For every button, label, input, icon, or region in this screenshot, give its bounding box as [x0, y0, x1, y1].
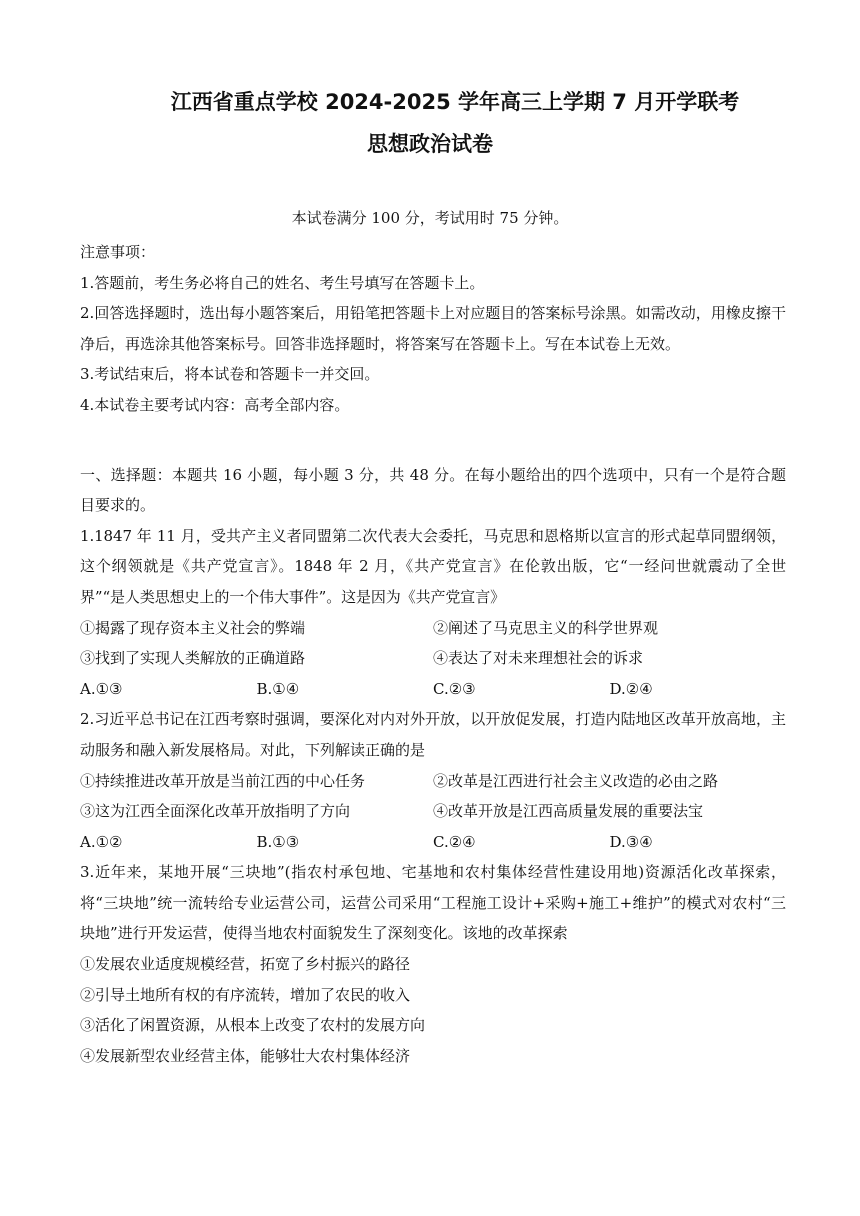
statement-row: [80, 643, 786, 674]
option: D.③④: [609, 832, 653, 851]
exam-title: 江西省重点学校 2024-2025 学年高三上学期 7 月开学联考: [170, 90, 740, 114]
statement: ①发展农业适度规模经营，拓宽了乡村振兴的路径: [80, 955, 411, 974]
option: C.②③: [433, 679, 476, 698]
statement-row: [80, 766, 786, 797]
notice-item: 2.回答选择题时，选出每小题答案后，用铅笔把答题卡上对应题目的答案标号涂黑。如需改动，用橡皮擦干净后，再选涂其他答案标号。回答非选择题时，将答案写在答题卡上。写在本试卷上无效。: [80, 304, 786, 353]
question-stem: 3.近年来，某地开展“三块地”(指农村承包地、宅基地和农村集体经营性建设用地)资源活化改革探索，将“三块地”统一流转给专业运营公司，运营公司采用“工程施工设计+采购+施工+维护”的模式对农村“三块地”进行开发运营，使得当地农村面貌发生了深刻变化。该地的改革探索: [80, 863, 786, 943]
exam-info: 本试卷满分 100 分，考试用时 75 分钟。: [291, 209, 569, 227]
question-stem: 2.习近平总书记在江西考察时强调，要深化对内对外开放，以开放促发展，打造内陆地区改革开放高地，主动服务和融入新发展格局。对此，下列解读正确的是: [80, 710, 786, 759]
statement: ③找到了实现人类解放的正确道路: [80, 649, 306, 668]
section-instruction: 一、选择题：本题共 16 小题，每小题 3 分，共 48 分。在每小题给出的四个选项中，只有一个是符合题目要求的。: [80, 465, 786, 515]
statement-row: [80, 613, 786, 644]
notice-item: 4.本试卷主要考试内容：高考全部内容。: [80, 395, 350, 414]
notice-item: 1.答题前，考生务必将自己的姓名、考生号填写在答题卡上。: [80, 273, 485, 292]
question-stem: 1.1847 年 11 月，受共产主义者同盟第二次代表大会委托，马克思和恩格斯以宣言的形式起草同盟纲领，这个纲领就是《共产党宣言》。1848 年 2 月，《共产党宣言》在伦敦出版，它“一经问世就震动了全世界”“是人类思想史上的一个伟大事件”。这是因为《共产党宣言》: [80, 526, 786, 606]
exam-body: [80, 237, 786, 1071]
statement-row: [80, 796, 786, 827]
statement: ②改革是江西进行社会主义改造的必由之路: [433, 771, 719, 790]
option-row: [80, 674, 786, 705]
exam-subtitle: 思想政治试卷: [367, 132, 493, 156]
notice-heading: 注意事项：: [80, 243, 156, 261]
statement: ④表达了对未来理想社会的诉求: [433, 649, 644, 668]
statement: ①持续推进改革开放是当前江西的中心任务: [80, 771, 366, 790]
section-gap: [80, 421, 786, 460]
statement: ②引导土地所有权的有序流转，增加了农民的收入: [80, 985, 411, 1004]
statement: ①揭露了现存资本主义社会的弊端: [80, 618, 306, 637]
statement: ④改革开放是江西高质量发展的重要法宝: [433, 802, 704, 821]
option: A.①③: [80, 679, 123, 698]
statement: ④发展新型农业经营主体，能够壮大农村集体经济: [80, 1046, 411, 1065]
statement: ③活化了闲置资源，从根本上改变了农村的发展方向: [80, 1016, 426, 1035]
option: B.①③: [256, 832, 300, 851]
option: A.①②: [80, 832, 123, 851]
option-row: [80, 827, 786, 858]
statement: ②阐述了马克思主义的科学世界观: [433, 618, 659, 637]
option: D.②④: [609, 679, 653, 698]
option: C.②④: [433, 832, 476, 851]
notice-item: 3.考试结束后，将本试卷和答题卡一并交回。: [80, 365, 380, 384]
statement: ③这为江西全面深化改革开放指明了方向: [80, 802, 351, 821]
option: B.①④: [256, 679, 300, 698]
